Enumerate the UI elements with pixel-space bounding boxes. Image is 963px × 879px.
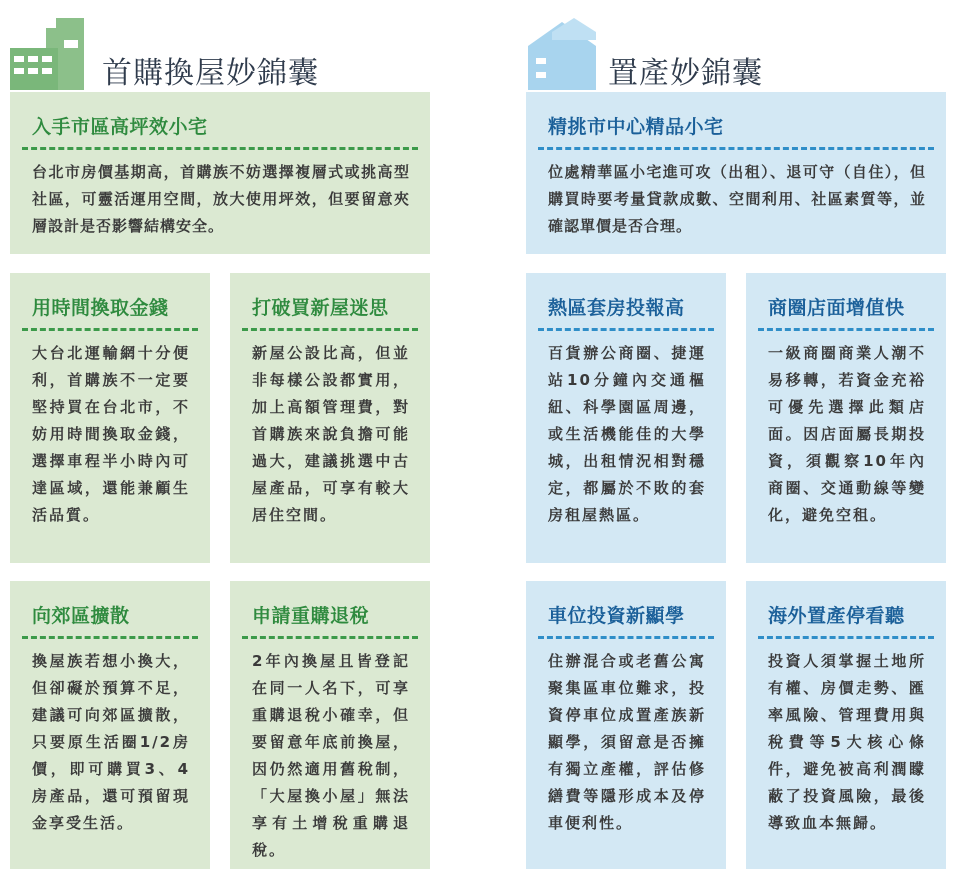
- card-body: 台北市房價基期高，首購族不妨選擇複層式或挑高型社區，可靈活運用空間，放大使用坪效，但要留意夾層設計是否影響結構安全。: [32, 163, 410, 235]
- card-body: 大台北運輸網十分便利，首購族不一定要堅持買在台北市，不妨用時間換取金錢，選擇車程半小時內可達區域，還能兼顧生活品質。: [32, 344, 190, 524]
- blue-house-icon: [522, 18, 602, 90]
- right-section-title: 置產妙錦囊: [608, 56, 763, 91]
- card-left-row3-col1: [10, 581, 210, 869]
- card-body: 2年內換屋且皆登記在同一人名下，可享重購退稅小確幸，但要留意年底前換屋，因仍然適用舊稅制，「大屋換小屋」無法享有土增稅重購退稅。: [252, 652, 410, 859]
- card-title: 入手市區高坪效小宅: [32, 116, 208, 138]
- dashed-divider: [538, 636, 714, 639]
- dashed-divider: [242, 328, 418, 331]
- card-right-row2-col2: [746, 273, 946, 563]
- card-body: 投資人須掌握土地所有權、房價走勢、匯率風險、管理費用與稅費等5大核心條件，避免被高利潤矇蔽了投資風險，最後導致血本無歸。: [768, 652, 926, 832]
- green-buildings-icon: [10, 18, 90, 90]
- dashed-divider: [758, 328, 934, 331]
- card-right-row3-col2: [746, 581, 946, 869]
- card-title: 打破買新屋迷思: [252, 297, 389, 319]
- card-title: 精挑市中心精品小宅: [548, 116, 724, 138]
- card-right-row3-col1: [526, 581, 726, 869]
- card-title: 申請重購退稅: [252, 605, 370, 627]
- card-body: 住辦混合或老舊公寓聚集區車位難求，投資停車位成置產族新顯學，須留意是否擁有獨立產權，評估修繕費等隱形成本及停車便利性。: [548, 652, 706, 832]
- dashed-divider: [758, 636, 934, 639]
- left-section-header: [10, 0, 430, 92]
- card-title: 向郊區擴散: [32, 605, 130, 627]
- card-title: 車位投資新顯學: [548, 605, 685, 627]
- card-left-row3-col2: [230, 581, 430, 869]
- card-title: 用時間換取金錢: [32, 297, 169, 319]
- dashed-divider: [538, 328, 714, 331]
- left-section-title: 首購換屋妙錦囊: [102, 56, 319, 91]
- card-left-row2-col2: [230, 273, 430, 563]
- card-right-wide: [526, 92, 946, 254]
- card-right-row2-col1: [526, 273, 726, 563]
- card-body: 位處精華區小宅進可攻（出租）、退可守（自住），但購買時要考量貸款成數、空間利用、社區素質等，並確認單價是否合理。: [548, 163, 926, 235]
- right-section-header: [522, 0, 942, 92]
- card-body: 新屋公設比高，但並非每樣公設都實用，加上高額管理費，對首購族來說負擔可能過大，建議挑選中古屋產品，可享有較大居住空間。: [252, 344, 410, 524]
- dashed-divider: [538, 147, 934, 150]
- card-body: 換屋族若想小換大，但卻礙於預算不足，建議可向郊區擴散，只要原生活圈1/2房價，即可購買3、4房產品，還可預留現金享受生活。: [32, 652, 190, 832]
- card-title: 海外置產停看聽: [768, 605, 905, 627]
- card-body: 百貨辦公商圈、捷運站10分鐘內交通樞紐、科學園區周邊，或生活機能佳的大學城，出租情況相對穩定，都屬於不敗的套房租屋熱區。: [548, 344, 706, 524]
- card-left-row2-col1: [10, 273, 210, 563]
- dashed-divider: [22, 328, 198, 331]
- card-body: 一級商圈商業人潮不易移轉，若資金充裕可優先選擇此類店面。因店面屬長期投資，須觀察10年內商圈、交通動線等變化，避免空租。: [768, 344, 926, 524]
- card-title: 商圈店面增值快: [768, 297, 905, 319]
- dashed-divider: [22, 636, 198, 639]
- dashed-divider: [242, 636, 418, 639]
- card-title: 熱區套房投報高: [548, 297, 685, 319]
- card-left-wide: [10, 92, 430, 254]
- dashed-divider: [22, 147, 418, 150]
